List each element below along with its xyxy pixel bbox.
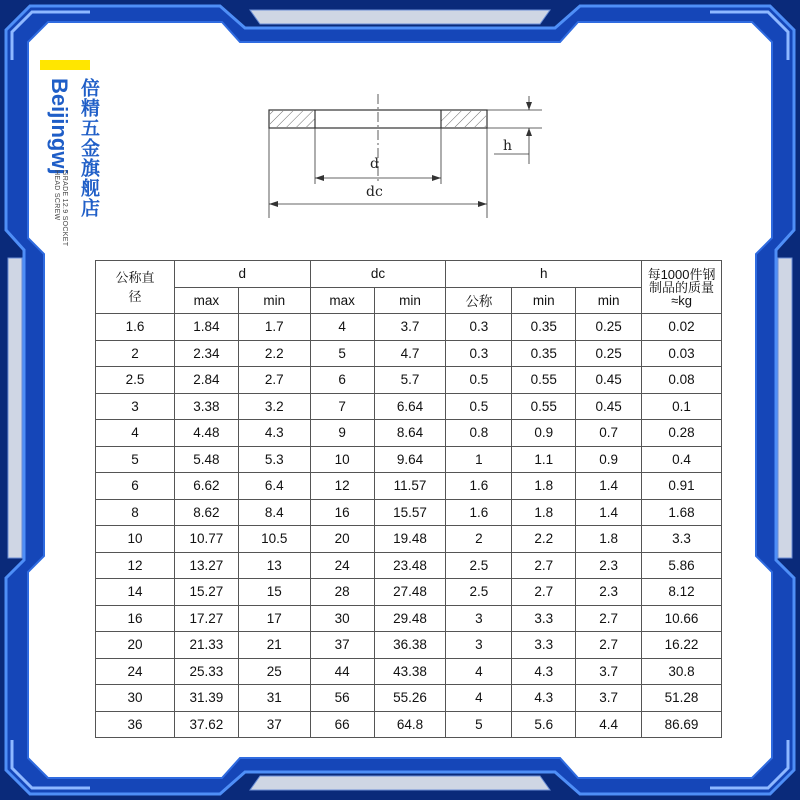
cell-h-min-2: 1.8 xyxy=(576,526,642,553)
cell-h-nominal: 0.5 xyxy=(446,393,512,420)
cell-dc-min: 29.48 xyxy=(374,605,446,632)
cell-h-min: 3.3 xyxy=(512,632,576,659)
cell-h-nominal: 2 xyxy=(446,526,512,553)
cell-dc-min: 43.38 xyxy=(374,658,446,685)
cell-h-min: 4.3 xyxy=(512,658,576,685)
cell-h-min-2: 0.25 xyxy=(576,314,642,341)
brand-accent-bar xyxy=(40,60,90,70)
table-row xyxy=(96,446,722,473)
cell-nominal: 20 xyxy=(96,632,175,659)
cell-dc-max: 5 xyxy=(310,340,374,367)
cell-h-min: 5.6 xyxy=(512,711,576,738)
cell-mass: 16.22 xyxy=(642,632,722,659)
cell-nominal: 6 xyxy=(96,473,175,500)
header-h-nominal: 公称 xyxy=(446,287,512,314)
table-row xyxy=(96,473,722,500)
cell-d-max: 5.48 xyxy=(174,446,238,473)
table-row xyxy=(96,393,722,420)
cell-nominal: 14 xyxy=(96,579,175,606)
header-h-min-2: min xyxy=(576,287,642,314)
cell-h-nominal: 3 xyxy=(446,605,512,632)
cell-dc-max: 7 xyxy=(310,393,374,420)
cell-d-min: 5.3 xyxy=(238,446,310,473)
brand-name-cn: 倍精五金旗舰店 xyxy=(78,78,99,218)
cell-mass: 51.28 xyxy=(642,685,722,712)
label-dc: dc xyxy=(366,184,383,200)
header-h-min: min xyxy=(512,287,576,314)
cell-h-nominal: 1 xyxy=(446,446,512,473)
cell-mass: 0.02 xyxy=(642,314,722,341)
cell-h-min-2: 2.7 xyxy=(576,605,642,632)
cell-mass: 5.86 xyxy=(642,552,722,579)
cell-mass: 0.4 xyxy=(642,446,722,473)
cell-d-max: 25.33 xyxy=(174,658,238,685)
header-d: d xyxy=(174,261,310,288)
cell-h-nominal: 1.6 xyxy=(446,499,512,526)
cell-h-nominal: 0.5 xyxy=(446,367,512,394)
cell-dc-min: 64.8 xyxy=(374,711,446,738)
cell-dc-min: 4.7 xyxy=(374,340,446,367)
cell-dc-max: 20 xyxy=(310,526,374,553)
cell-d-min: 25 xyxy=(238,658,310,685)
table-row xyxy=(96,658,722,685)
cell-h-min-2: 0.9 xyxy=(576,446,642,473)
table-header-row-1 xyxy=(96,261,722,288)
brand-tagline-2: HEAD SCREW xyxy=(53,170,60,221)
cell-nominal: 10 xyxy=(96,526,175,553)
cell-h-min: 1.8 xyxy=(512,499,576,526)
cell-mass: 8.12 xyxy=(642,579,722,606)
cell-h-nominal: 4 xyxy=(446,685,512,712)
cell-d-min: 4.3 xyxy=(238,420,310,447)
table-row xyxy=(96,526,722,553)
header-nominal-diameter: 公称直径 xyxy=(96,261,175,314)
brand-name-en: Beijingwj xyxy=(47,78,72,175)
cell-dc-min: 23.48 xyxy=(374,552,446,579)
header-dc-min: min xyxy=(374,287,446,314)
cell-d-max: 37.62 xyxy=(174,711,238,738)
cell-d-min: 1.7 xyxy=(238,314,310,341)
cell-dc-max: 56 xyxy=(310,685,374,712)
header-mass: 每1000件钢制品的质量≈kg xyxy=(642,261,722,314)
cell-nominal: 2.5 xyxy=(96,367,175,394)
cell-h-min-2: 0.45 xyxy=(576,393,642,420)
cell-dc-max: 9 xyxy=(310,420,374,447)
brand-tagline-1: GRADE 12.9 SOCKET xyxy=(61,170,68,247)
cell-nominal: 12 xyxy=(96,552,175,579)
table-row xyxy=(96,632,722,659)
cell-nominal: 16 xyxy=(96,605,175,632)
cell-d-min: 2.7 xyxy=(238,367,310,394)
cell-mass: 0.1 xyxy=(642,393,722,420)
washer-diagram xyxy=(262,92,552,222)
cell-h-min-2: 4.4 xyxy=(576,711,642,738)
table-row xyxy=(96,579,722,606)
cell-mass: 0.03 xyxy=(642,340,722,367)
cell-d-max: 13.27 xyxy=(174,552,238,579)
cell-dc-max: 24 xyxy=(310,552,374,579)
cell-h-min: 4.3 xyxy=(512,685,576,712)
cell-h-min: 0.55 xyxy=(512,393,576,420)
cell-nominal: 8 xyxy=(96,499,175,526)
cell-h-nominal: 0.3 xyxy=(446,314,512,341)
cell-dc-max: 66 xyxy=(310,711,374,738)
cell-h-nominal: 5 xyxy=(446,711,512,738)
cell-nominal: 4 xyxy=(96,420,175,447)
cell-d-min: 21 xyxy=(238,632,310,659)
cell-h-min: 2.2 xyxy=(512,526,576,553)
cell-d-min: 6.4 xyxy=(238,473,310,500)
label-h: h xyxy=(503,138,513,154)
cell-dc-min: 55.26 xyxy=(374,685,446,712)
cell-dc-max: 16 xyxy=(310,499,374,526)
cell-d-max: 4.48 xyxy=(174,420,238,447)
cell-mass: 0.91 xyxy=(642,473,722,500)
header-d-min: min xyxy=(238,287,310,314)
cell-h-min-2: 0.45 xyxy=(576,367,642,394)
cell-h-min: 0.35 xyxy=(512,314,576,341)
cell-dc-max: 12 xyxy=(310,473,374,500)
table-row xyxy=(96,552,722,579)
cell-nominal: 5 xyxy=(96,446,175,473)
cell-h-min: 1.1 xyxy=(512,446,576,473)
cell-dc-max: 44 xyxy=(310,658,374,685)
cell-mass: 0.28 xyxy=(642,420,722,447)
table-row xyxy=(96,340,722,367)
cell-d-max: 8.62 xyxy=(174,499,238,526)
cell-dc-min: 5.7 xyxy=(374,367,446,394)
cell-dc-max: 37 xyxy=(310,632,374,659)
cell-h-min: 2.7 xyxy=(512,552,576,579)
cell-mass: 30.8 xyxy=(642,658,722,685)
cell-h-min: 0.35 xyxy=(512,340,576,367)
cell-h-nominal: 4 xyxy=(446,658,512,685)
cell-mass: 86.69 xyxy=(642,711,722,738)
cell-dc-max: 10 xyxy=(310,446,374,473)
cell-h-min: 0.9 xyxy=(512,420,576,447)
cell-h-min-2: 1.4 xyxy=(576,473,642,500)
cell-nominal: 2 xyxy=(96,340,175,367)
cell-d-max: 31.39 xyxy=(174,685,238,712)
cell-dc-min: 9.64 xyxy=(374,446,446,473)
cell-h-min-2: 2.3 xyxy=(576,579,642,606)
cell-d-max: 6.62 xyxy=(174,473,238,500)
cell-dc-min: 11.57 xyxy=(374,473,446,500)
cell-d-min: 13 xyxy=(238,552,310,579)
cell-h-min: 1.8 xyxy=(512,473,576,500)
table-row xyxy=(96,605,722,632)
cell-d-min: 3.2 xyxy=(238,393,310,420)
cell-d-max: 17.27 xyxy=(174,605,238,632)
cell-dc-max: 4 xyxy=(310,314,374,341)
cell-h-nominal: 0.8 xyxy=(446,420,512,447)
cell-d-min: 8.4 xyxy=(238,499,310,526)
cell-d-max: 1.84 xyxy=(174,314,238,341)
cell-h-min-2: 3.7 xyxy=(576,658,642,685)
cell-mass: 3.3 xyxy=(642,526,722,553)
cell-d-min: 10.5 xyxy=(238,526,310,553)
cell-mass: 1.68 xyxy=(642,499,722,526)
cell-h-nominal: 1.6 xyxy=(446,473,512,500)
header-dc-max: max xyxy=(310,287,374,314)
cell-d-max: 15.27 xyxy=(174,579,238,606)
table-row xyxy=(96,711,722,738)
label-d: d xyxy=(370,156,379,172)
cell-d-max: 3.38 xyxy=(174,393,238,420)
header-h: h xyxy=(446,261,642,288)
cell-dc-max: 28 xyxy=(310,579,374,606)
cell-nominal: 30 xyxy=(96,685,175,712)
table-body xyxy=(96,314,722,738)
cell-h-min: 3.3 xyxy=(512,605,576,632)
cell-mass: 0.08 xyxy=(642,367,722,394)
cell-h-min-2: 1.4 xyxy=(576,499,642,526)
cell-dc-min: 27.48 xyxy=(374,579,446,606)
table-row xyxy=(96,367,722,394)
cell-mass: 10.66 xyxy=(642,605,722,632)
cell-d-min: 15 xyxy=(238,579,310,606)
washer-spec-table xyxy=(95,260,722,738)
table-row xyxy=(96,420,722,447)
cell-d-min: 17 xyxy=(238,605,310,632)
header-dc: dc xyxy=(310,261,446,288)
cell-dc-min: 8.64 xyxy=(374,420,446,447)
cell-h-min: 0.55 xyxy=(512,367,576,394)
cell-nominal: 24 xyxy=(96,658,175,685)
brand-tagline-b xyxy=(40,170,60,250)
cell-dc-min: 15.57 xyxy=(374,499,446,526)
cell-d-max: 2.34 xyxy=(174,340,238,367)
cell-dc-min: 3.7 xyxy=(374,314,446,341)
cell-d-max: 2.84 xyxy=(174,367,238,394)
header-d-max: max xyxy=(174,287,238,314)
cell-d-max: 21.33 xyxy=(174,632,238,659)
cell-dc-min: 19.48 xyxy=(374,526,446,553)
cell-h-nominal: 3 xyxy=(446,632,512,659)
cell-h-nominal: 0.3 xyxy=(446,340,512,367)
table-row xyxy=(96,499,722,526)
cell-dc-min: 36.38 xyxy=(374,632,446,659)
cell-nominal: 36 xyxy=(96,711,175,738)
table-header-row-2 xyxy=(96,287,722,314)
cell-h-min-2: 2.3 xyxy=(576,552,642,579)
cell-nominal: 3 xyxy=(96,393,175,420)
cell-d-max: 10.77 xyxy=(174,526,238,553)
cell-nominal: 1.6 xyxy=(96,314,175,341)
cell-h-nominal: 2.5 xyxy=(446,579,512,606)
table-row xyxy=(96,685,722,712)
cell-dc-max: 6 xyxy=(310,367,374,394)
cell-d-min: 31 xyxy=(238,685,310,712)
cell-h-nominal: 2.5 xyxy=(446,552,512,579)
table-row xyxy=(96,314,722,341)
cell-h-min-2: 0.25 xyxy=(576,340,642,367)
cell-h-min-2: 0.7 xyxy=(576,420,642,447)
cell-dc-max: 30 xyxy=(310,605,374,632)
cell-h-min-2: 2.7 xyxy=(576,632,642,659)
cell-d-min: 2.2 xyxy=(238,340,310,367)
cell-h-min: 2.7 xyxy=(512,579,576,606)
cell-dc-min: 6.64 xyxy=(374,393,446,420)
cell-h-min-2: 3.7 xyxy=(576,685,642,712)
cell-d-min: 37 xyxy=(238,711,310,738)
